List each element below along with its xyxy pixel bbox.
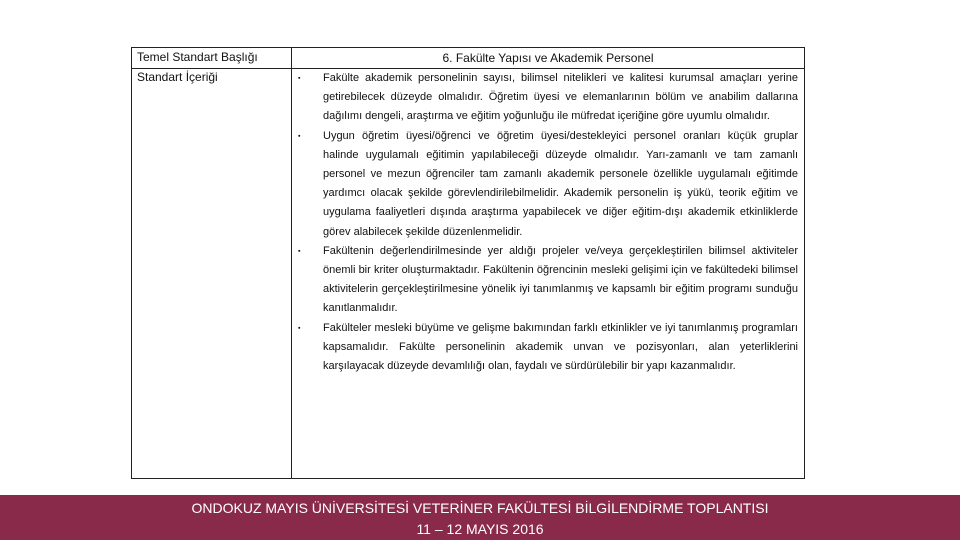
list-item bbox=[292, 319, 798, 377]
header-title: 6. Fakülte Yapısı ve Akademik Personel bbox=[442, 51, 654, 65]
footer-date: 11 – 12 MAYIS 2016 bbox=[416, 521, 544, 537]
square-bullet-icon: ▪ bbox=[298, 132, 301, 140]
square-bullet-icon: ▪ bbox=[298, 247, 301, 255]
footer-banner bbox=[0, 495, 960, 540]
standard-content bbox=[292, 69, 798, 376]
square-bullet-icon: ▪ bbox=[298, 324, 301, 332]
header-label: Temel Standart Başlığı bbox=[137, 50, 258, 64]
list-item-text: Fakültenin değerlendirilmesinde yer aldığı projeler ve/veya gerçekleştirilen bilimsel aktiviteler önemli bir kriter oluşturmaktadır. Fakültenin öğrencinin mesleki gelişimi için ve fakültedeki bilimsel aktivitelerin gerçekleştirilmesine yönelik iyi tanımlanmış ve kapsamlı bir eğitim programı sunduğu kanıtlanmalıdır. bbox=[323, 244, 798, 315]
content-label: Standart İçeriği bbox=[137, 70, 218, 84]
list-item bbox=[292, 69, 798, 127]
list-item-text: Fakülte akademik personelinin sayısı, bilimsel nitelikleri ve kalitesi kurumsal amaçları yerine getirebilecek düzeyde olmalıdır. Öğretim üyesi ve elemanlarının bölüm ve anabilim dallarına dağılımı dengeli, araştırma ve eğitim yoğunluğu ile müfredat içeriğine göre uyumlu olmalıdır. bbox=[323, 72, 798, 123]
list-item-text: Fakülteler mesleki büyüme ve gelişme bakımından farklı etkinlikler ve iyi tanımlanmış programları kapsamalıdır. Fakülte personelinin akademik unvan ve pozisyonları, alan yeterliklerini karşılayacak düzeyde devamlılığı olan, faydalı ve sürdürülebilir bir yapı kazanmalıdır. bbox=[323, 321, 798, 373]
standard-table bbox=[131, 47, 805, 479]
list-item-text: Uygun öğretim üyesi/öğrenci ve öğretim üyesi/destekleyici personel oranları küçük gruplar halinde uygulamalı eğitimin yapılabileceği düzeyde olmalıdır. Yarı-zamanlı ve tam zamanlı personel ve mezun öğrenciler tam zamanlı akademik personele özellikle uygulamalı eğitimde yardımcı olacak şekilde görevlendirilebilmelidir. Akademik personelin iş yükü, teorik eğitim ve uygulama faaliyetleri dışında araştırma yapabilecek ve diğer eğitim-dışı akademik etkinliklerde görev alabilecek şekilde düzenlenmelidir. bbox=[323, 129, 798, 238]
list-item bbox=[292, 242, 798, 319]
list-item bbox=[292, 127, 798, 242]
square-bullet-icon: ▪ bbox=[298, 75, 301, 82]
footer-title: ONDOKUZ MAYIS ÜNİVERSİTESİ VETERİNER FAKÜLTESİ BİLGİLENDİRME TOPLANTISI bbox=[191, 500, 769, 516]
